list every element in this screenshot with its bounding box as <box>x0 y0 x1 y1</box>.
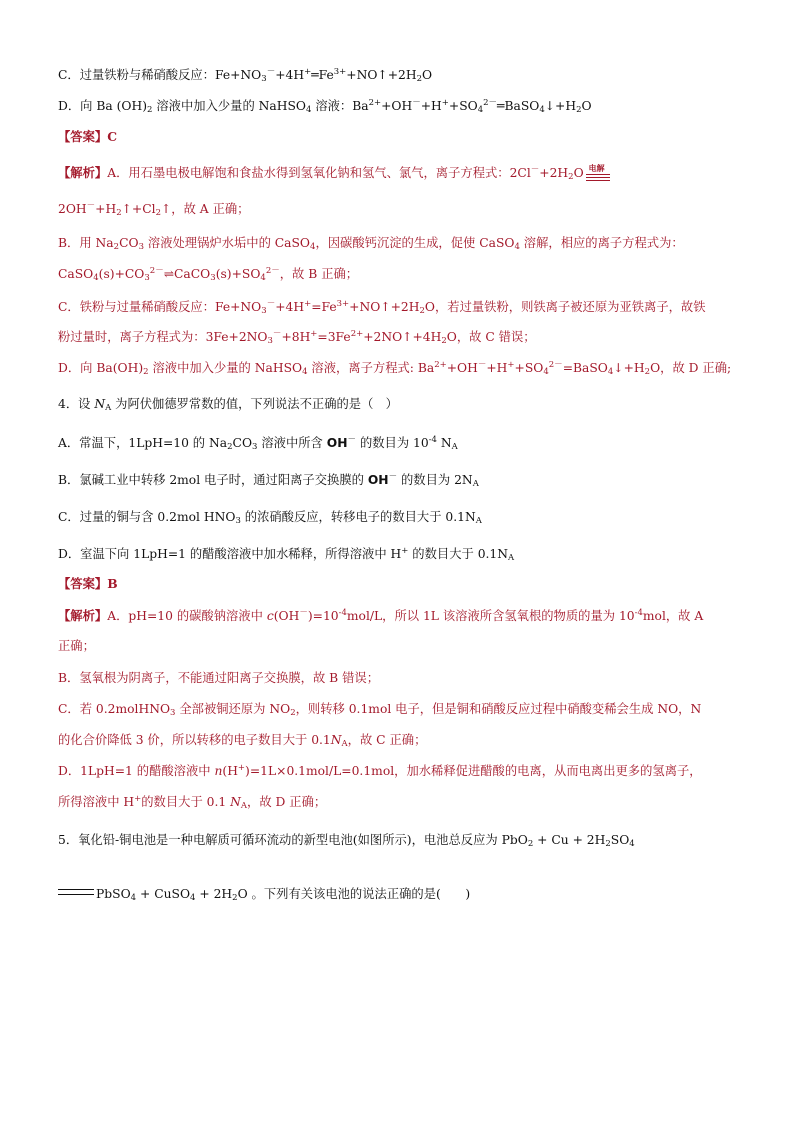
explanation-label: 【解析】 <box>58 165 108 180</box>
answer-3 <box>58 128 117 146</box>
answer-value: C <box>107 129 117 144</box>
explanation4-b: B．氢氧根为阴离子，不能通过阳离子交换膜，故 B 错误； <box>58 671 380 685</box>
answer-4 <box>58 575 118 593</box>
question-4-option-a: A．常温下，1LpH=10 的 $Na_2CO_3$ 溶液中所含 OH－ 的数目为 $10^{-4}$ $N_A$ <box>58 435 458 452</box>
question-5-line2: PbSO$_4$ + CuSO$_4$ + $2H_2O$ 。下列有关该电池的说法正确的是( ) <box>58 885 470 903</box>
electrolysis-equals-sign: 电解 <box>586 165 610 181</box>
explanation-a-line1: 【解析】A．用石墨电极电解饱和食盐水得到氢氧化钠和氢气、氯气，离子方程式：$2Cl^-+2H_2O$ 电解 <box>58 164 610 182</box>
explanation-b-line2: $CaSO_4(s)+CO_3^{2-}\rightleftharpoons CaCO_3(s)+SO_4^{2-}$，故 B 正确； <box>58 266 359 283</box>
explanation-c-line1: C．铁粉与过量稀硝酸反应：$Fe+NO_3^-+4H^+=Fe^{3+}+NO↑+2H_2O$，若过量铁粉，则铁离子被还原为亚铁离子，故铁 <box>58 299 706 316</box>
explanation4-a-line1: 【解析】A．pH=10 的碳酸钠溶液中 $c(OH^-)=10^{-4}mol/L$，所以 1L 该溶液所含氢氧根的物质的量为 $10^{-4}mol$，故 A <box>58 608 704 623</box>
explanation4-c-line2: 的化合价降低 3 价，所以转移的电子数目大于 $0.1N_A$，故 C 正确； <box>58 733 427 749</box>
question-4: 4．设 $N_A$ 为阿伏伽德罗常数的值，下列说法不正确的是（ ） <box>58 397 398 413</box>
question-4-option-d: D．室温下向 1LpH=1 的醋酸溶液中加水稀释，所得溶液中 H+ 的数目大于 $0.1N_A$ <box>58 546 515 563</box>
question-4-option-c: C．过量的铜与含 0.2mol $HNO_3$ 的浓硝酸反应，转移电子的数目大于 $0.1N_A$ <box>58 510 482 526</box>
option-c: C．过量铁粉与稀硝酸反应：$Fe+NO_3^-+4H^+═Fe^{3+}+NO↑+2H_2O$ <box>58 67 433 84</box>
explanation4-c-line1: C．若 0.2molHNO$_3$ 全部被铜还原为 $NO_2$，则转移 0.1mol 电子，但是铜和硝酸反应过程中硝酸变稀会生成 NO，N <box>58 702 702 718</box>
answer-label: 【答案】 <box>58 129 108 144</box>
answer-label: 【答案】 <box>58 576 108 591</box>
option-d: D．向 Ba $(OH)_2$ 溶液中加入少量的 NaHSO$_4$ 溶液：$Ba^{2+}+OH^-+H^++SO_4^{2-}═BaSO_4↓+H_2O$ <box>58 98 592 115</box>
question-5-line1: 5．氧化铅-铜电池是一种电解质可循环流动的新型电池(如图所示)，电池总反应为 $PbO_2 + Cu + 2H_2SO_4$ <box>58 833 635 849</box>
equals-sign <box>58 889 94 895</box>
answer-value: B <box>107 576 118 591</box>
explanation4-a-line2: 正确； <box>58 639 95 653</box>
explanation-a-line2: $2OH^-+H_2↑+Cl_2↑$，故 A 正确； <box>58 201 250 218</box>
explanation-c-line2: 粉过量时，离子方程式为：$3Fe+2NO_3^-+8H^+=3Fe^{2+}+2NO↑+4H_2O$，故 C 错误； <box>58 329 536 346</box>
explanation-d: D．向 $Ba(OH)_2$ 溶液中加入少量的 NaHSO$_4$ 溶液，离子方程式: $Ba^{2+}+OH^-+H^++SO_4^{2-}=BaSO_4↓+H_2O$，故 D 正确; <box>58 360 732 377</box>
explanation4-d-line2: 所得溶液中 H+的数目大于 0.1 $N_A$，故 D 正确； <box>58 794 327 811</box>
explanation-label: 【解析】 <box>58 608 108 623</box>
explanation4-d-line1: D．1LpH=1 的醋酸溶液中 n(H+)=1L×0.1mol/L=0.1mol，加水稀释促进醋酸的电离，从而电离出更多的氢离子， <box>58 763 702 778</box>
explanation-b-line1: B．用 $Na_2CO_3$ 溶液处理锅炉水垢中的 CaSO$_4$，因碳酸钙沉淀的生成，促使 CaSO$_4$ 溶解，相应的离子方程式为： <box>58 236 684 252</box>
question-4-option-b: B．氯碱工业中转移 2mol 电子时，通过阳离子交换膜的 OH－ 的数目为 $2N_A$ <box>58 472 479 489</box>
